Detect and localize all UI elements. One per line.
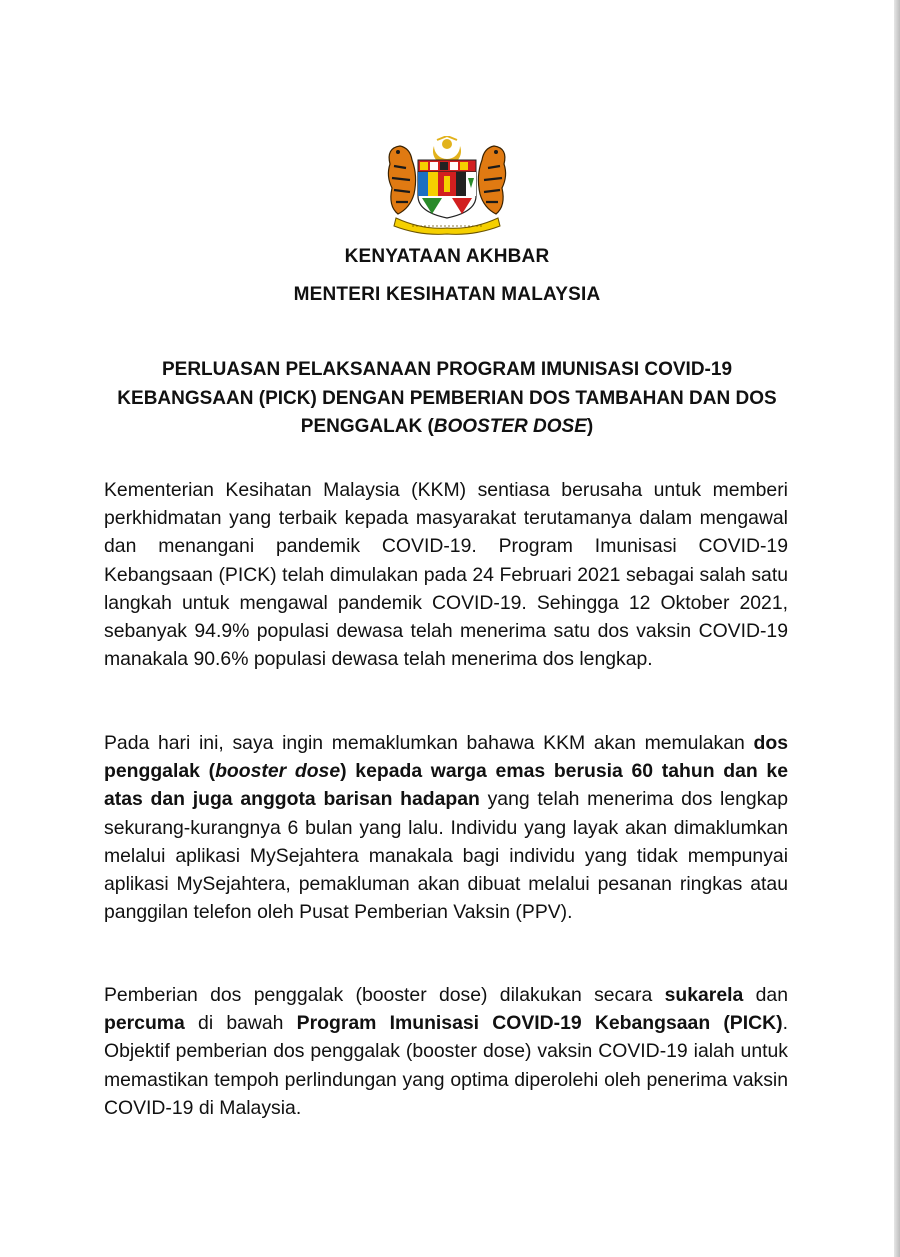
p3-text-2: dan [743,984,788,1006]
paragraph-2 [104,729,788,926]
p3-text-1: Pemberian dos penggalak (booster dose) dilakukan secara [104,984,665,1006]
p3-text-3: di bawah [184,1012,297,1035]
p2-bold-1: dos penggalak ( [104,732,788,783]
p3-bold-2: percuma [104,1012,185,1035]
title-italic: BOOSTER DOSE [433,416,587,437]
p3-text-4: . Objektif pemberian dos penggalak (booster dose) vaksin COVID-19 ialah untuk memastikan tempoh perlindungan yang optima diperolehi oleh penerima vaksin COVID-19 di Malaysia. [104,1012,788,1119]
page-edge-shadow [894,0,900,1257]
document-title [110,356,784,442]
p2-text-2: yang telah menerima dos lengkap sekurang-kurangnya 6 bulan yang lalu. Individu yang layak akan dimaklumkan melalui aplikasi MySejahtera manakala bagi individu yang tidak mempunyai aplikasi MySejahtera, pemakluman akan dibuat melalui pesanan ringkas atau panggilan telefon oleh Pusat Pemberian Vaksin (PPV). [104,788,788,924]
p2-bold-italic [215,760,340,782]
header-line-2: MENTERI KESIHATAN MALAYSIA [293,284,601,305]
paragraph-1: Kementerian Kesihatan Malaysia (KKM) sentiasa berusaha untuk memberi perkhidmatan yang terbaik kepada masyarakat terutamanya dalam mengawal dan menangani pandemik COVID-19. Program Imunisasi COVID-19 Kebangsaan (PICK) telah dimulakan pada 24 Februari 2021 sebagai salah satu langkah untuk mengawal pandemik COVID-19. Sehingga 12 Oktober 2021, sebanyak 94.9% populasi dewasa telah menerima satu dos vaksin COVID-19 manakala 90.6% populasi dewasa telah menerima dos lengkap. [104,479,788,671]
malaysia-coat-of-arms-icon [382,136,512,236]
p3-bold-1: sukarela [664,984,744,1006]
paragraph-3 [104,981,788,1122]
header-line-1: KENYATAAN AKHBAR [344,246,550,267]
title-text: PERLUASAN PELAKSANAAN PROGRAM IMUNISASI COVID-19 KEBANGSAAN (PICK) DENGAN PEMBERIAN DOS TAMBAHAN DAN DOS PENGGALAK ( [117,359,777,437]
title-close: ) [586,416,594,437]
p2-italic: booster dose [215,760,341,783]
p3-bold-3: Program Imunisasi COVID-19 Kebangsaan (PICK) [296,1012,783,1035]
p2-text-1: Pada hari ini, saya ingin memaklumkan bahawa KKM akan memulakan [104,732,754,754]
p2-bold-2: ) kepada warga emas berusia 60 tahun dan ke atas dan juga anggota barisan hadapan [104,760,788,811]
